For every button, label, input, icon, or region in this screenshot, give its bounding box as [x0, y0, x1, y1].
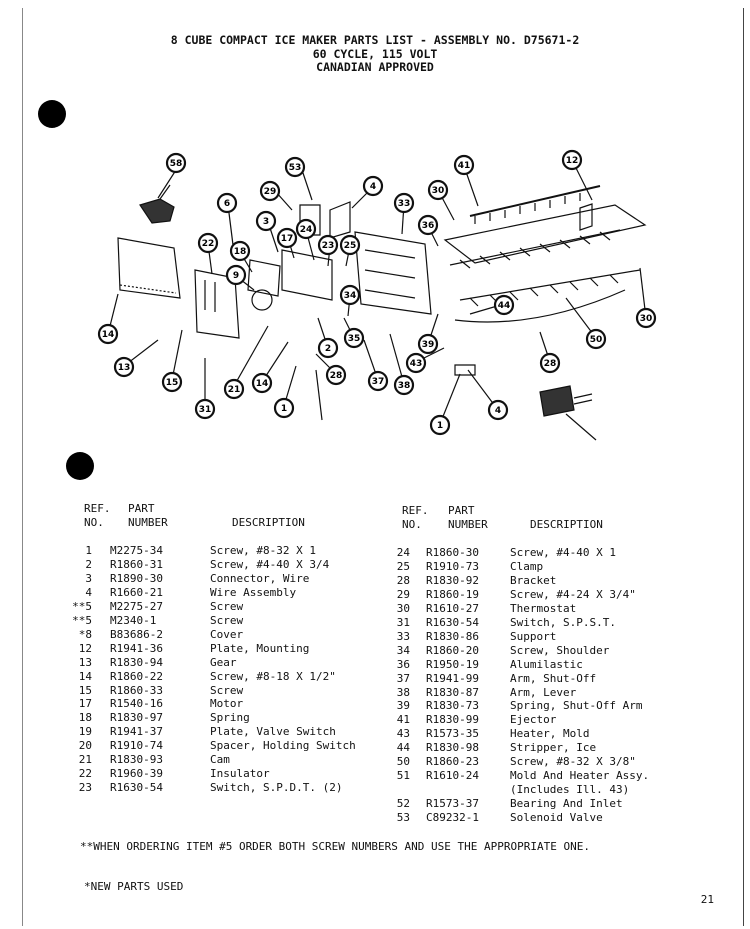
callout-2 [319, 339, 337, 357]
parts-part-cell: R1610-27 [426, 601, 479, 615]
parts-part-cell: R1830-87 [426, 685, 479, 699]
parts-row [64, 725, 400, 739]
callout-label: 23 [321, 241, 335, 252]
parts-ref-cell: 4 [85, 585, 92, 599]
callout-label: 2 [324, 344, 332, 355]
parts-part-cell: R1860-22 [110, 669, 163, 683]
callout-label: 12 [565, 156, 579, 167]
callout-35 [345, 329, 363, 347]
callout-43 [407, 354, 425, 372]
callout-label: 37 [371, 377, 385, 388]
parts-part-cell: M2275-27 [110, 599, 163, 613]
callout-28 [327, 366, 345, 384]
parts-desc-cell: Clamp [510, 559, 544, 573]
parts-desc-cell: Switch, S.P.D.T. (2) [210, 781, 343, 795]
parts-ref-cell: 29 [396, 587, 410, 601]
parts-table-left [64, 544, 400, 795]
parts-ref-cell: 43 [396, 727, 410, 741]
parts-part-cell: R1950-19 [426, 657, 479, 671]
parts-part-cell: R1941-99 [426, 671, 479, 685]
callout-label: 4 [494, 406, 502, 417]
parts-part-cell: R1830-98 [426, 741, 479, 755]
callout-30 [429, 181, 447, 199]
parts-row [382, 727, 720, 741]
parts-part-cell: R1630-54 [110, 781, 163, 795]
parts-part-cell [412, 783, 510, 797]
callout-1 [275, 399, 293, 417]
parts-desc-cell: Motor [210, 697, 244, 711]
callout-label: 58 [169, 159, 183, 170]
parts-row [64, 600, 400, 614]
callout-23 [319, 236, 337, 254]
parts-desc-cell: Gear [210, 655, 237, 669]
parts-ref-cell: 53 [396, 811, 410, 825]
parts-ref-cell: 23 [78, 781, 92, 795]
parts-part-cell: R1830-97 [110, 711, 163, 725]
callout-13 [115, 358, 133, 376]
right-ref-heading: REF. NO. [402, 504, 429, 531]
callout-44 [495, 296, 513, 314]
parts-ref-cell: 18 [78, 711, 92, 725]
callout-24 [297, 220, 315, 238]
parts-row [64, 614, 400, 628]
parts-row [64, 642, 400, 656]
parts-part-cell: R1830-92 [426, 573, 479, 587]
right-desc-heading: DESCRIPTION [530, 518, 603, 531]
parts-desc-cell: Heater, Mold [510, 727, 590, 741]
parts-desc-cell: Stripper, Ice [510, 741, 597, 755]
callout-label: 3 [262, 217, 270, 228]
callout-41 [455, 156, 473, 174]
callout-25 [341, 236, 359, 254]
parts-row [382, 672, 720, 686]
parts-row [64, 697, 400, 711]
parts-desc-cell: Screw, #4-40 X 3/4 [210, 557, 330, 571]
callout-28 [541, 354, 559, 372]
parts-part-cell: R1860-19 [426, 587, 479, 601]
parts-desc-cell: (Includes Ill. 43) [510, 783, 630, 797]
parts-part-cell: R1830-93 [110, 753, 163, 767]
ordering-footnote: **WHEN ORDERING ITEM #5 ORDER BOTH SCREW NUMBERS AND USE THE APPROPRIATE ONE. [80, 840, 590, 853]
callout-label: 4 [369, 182, 377, 193]
parts-row [64, 544, 400, 558]
parts-part-cell: R1890-30 [110, 571, 163, 585]
parts-part-cell: R1830-99 [426, 713, 479, 727]
callout-label: 1 [436, 421, 444, 432]
parts-ref-cell: 12 [78, 641, 92, 655]
callout-39 [419, 335, 437, 353]
callout-53 [286, 158, 304, 176]
callout-label: 9 [232, 271, 240, 282]
callout-label: 43 [409, 359, 423, 370]
parts-part-cell: R1660-21 [110, 585, 163, 599]
callout-label: 39 [421, 340, 435, 351]
parts-row [382, 658, 720, 672]
parts-row [382, 546, 720, 560]
parts-row [382, 616, 720, 630]
parts-desc-cell: Bearing And Inlet [510, 797, 623, 811]
callout-label: 35 [347, 334, 361, 345]
parts-part-cell: R1910-73 [426, 559, 479, 573]
parts-row [64, 684, 400, 698]
parts-ref-cell: *8 [78, 627, 92, 641]
parts-row [382, 783, 720, 797]
parts-row [382, 574, 720, 588]
parts-part-cell: R1573-37 [426, 797, 479, 811]
parts-desc-cell: Screw, #8-32 X 1 [210, 544, 316, 557]
callout-29 [261, 182, 279, 200]
parts-desc-cell: Screw, #8-18 X 1/2" [210, 669, 336, 683]
callout-label: 29 [263, 187, 277, 198]
parts-ref-cell: 1 [85, 544, 92, 557]
parts-ref-cell: 37 [396, 671, 410, 685]
parts-desc-cell: Screw [210, 613, 244, 627]
parts-row [64, 711, 400, 725]
parts-ref-cell: 50 [396, 755, 410, 769]
callout-4 [489, 401, 507, 419]
callout-label: 14 [101, 330, 115, 341]
parts-ref-cell: 39 [396, 699, 410, 713]
parts-part-cell: R1830-86 [426, 629, 479, 643]
left-ref-heading: REF. NO. [84, 502, 111, 529]
parts-ref-cell: 36 [396, 657, 410, 671]
callout-36 [419, 216, 437, 234]
parts-part-cell: R1860-30 [426, 546, 479, 559]
left-part-heading: PART NUMBER [128, 502, 168, 529]
parts-desc-cell: Spacer, Holding Switch [210, 739, 356, 753]
parts-desc-cell: Screw, #8-32 X 3/8" [510, 755, 636, 769]
parts-part-cell: R1860-20 [426, 643, 479, 657]
parts-desc-cell: Screw, Shoulder [510, 643, 610, 657]
callout-label: 21 [227, 385, 241, 396]
parts-desc-cell: Solenoid Valve [510, 811, 603, 825]
parts-row [382, 602, 720, 616]
callout-58 [167, 154, 185, 172]
parts-desc-cell: Alumilastic [510, 657, 583, 671]
parts-ref-cell: 41 [396, 713, 410, 727]
parts-desc-cell: Connector, Wire [210, 571, 310, 585]
parts-part-cell: C89232-1 [426, 811, 479, 825]
parts-ref-cell: 24 [396, 546, 410, 559]
parts-desc-cell: Cover [210, 627, 244, 641]
parts-desc-cell: Support [510, 629, 557, 643]
parts-ref-cell: 51 [396, 769, 410, 783]
callout-38 [395, 376, 413, 394]
callout-label: 24 [299, 225, 313, 236]
callout-label: 6 [223, 199, 231, 210]
callout-label: 15 [165, 378, 179, 389]
parts-part-cell: R1941-37 [110, 725, 163, 739]
parts-ref-cell: 30 [396, 601, 410, 615]
callout-17 [278, 229, 296, 247]
parts-desc-cell: Plate, Valve Switch [210, 725, 336, 739]
parts-ref-cell: 21 [78, 753, 92, 767]
parts-row [382, 644, 720, 658]
parts-row [64, 656, 400, 670]
parts-row [382, 630, 720, 644]
parts-desc-cell: Insulator [210, 767, 270, 781]
parts-part-cell: R1910-74 [110, 739, 163, 753]
parts-row [382, 769, 720, 783]
parts-row [64, 753, 400, 767]
parts-row [382, 686, 720, 700]
new-parts-footnote: *NEW PARTS USED [84, 880, 184, 893]
callout-label: 31 [198, 405, 212, 416]
callout-label: 28 [543, 359, 557, 370]
header-approval: CANADIAN APPROVED [316, 60, 434, 74]
callout-label: 44 [497, 301, 511, 312]
callout-33 [395, 194, 413, 212]
parts-row [64, 572, 400, 586]
callout-label: 41 [457, 161, 471, 172]
callout-3 [257, 212, 275, 230]
callout-12 [563, 151, 581, 169]
parts-part-cell: B83686-2 [110, 627, 163, 641]
parts-row [382, 755, 720, 769]
callout-label: 14 [255, 379, 269, 390]
parts-ref-cell: 52 [396, 797, 410, 811]
parts-row [382, 588, 720, 602]
callout-14 [99, 325, 117, 343]
parts-row [382, 699, 720, 713]
parts-ref-cell [382, 783, 412, 797]
parts-row [64, 767, 400, 781]
callout-label: 1 [280, 404, 288, 415]
page-number: 21 [700, 893, 714, 906]
parts-desc-cell: Arm, Shut-Off [510, 671, 597, 685]
parts-row [382, 560, 720, 574]
parts-ref-cell: 44 [396, 741, 410, 755]
callout-4 [364, 177, 382, 195]
parts-part-cell: R1830-94 [110, 655, 163, 669]
callout-18 [231, 242, 249, 260]
callout-label: 53 [288, 163, 302, 174]
parts-row [382, 811, 720, 825]
parts-desc-cell: Screw [210, 683, 244, 697]
parts-row [64, 670, 400, 684]
parts-desc-cell: Ejector [510, 713, 557, 727]
callout-label: 33 [397, 199, 411, 210]
parts-desc-cell: Cam [210, 753, 230, 767]
left-desc-heading: DESCRIPTION [232, 516, 305, 529]
callout-label: 38 [397, 381, 411, 392]
parts-desc-cell: Bracket [510, 573, 557, 587]
parts-ref-cell: **5 [72, 599, 92, 613]
right-part-heading: PART NUMBER [448, 504, 488, 531]
callout-30 [637, 309, 655, 327]
parts-row [64, 628, 400, 642]
callout-label: 30 [639, 314, 653, 325]
parts-desc-cell: Screw, #4-40 X 1 [510, 546, 616, 559]
callout-label: 34 [343, 291, 357, 302]
callout-label: 50 [589, 335, 603, 346]
callout-22 [199, 234, 217, 252]
callout-9 [227, 266, 245, 284]
parts-part-cell: R1830-73 [426, 699, 479, 713]
callout-37 [369, 372, 387, 390]
parts-ref-cell: 22 [78, 767, 92, 781]
parts-ref-cell: 31 [396, 615, 410, 629]
parts-desc-cell: Arm, Lever [510, 685, 577, 699]
parts-ref-cell: 13 [78, 655, 92, 669]
parts-desc-cell: Screw [210, 599, 244, 613]
callout-6 [218, 194, 236, 212]
callout-label: 17 [280, 234, 294, 245]
parts-row [382, 797, 720, 811]
parts-part-cell: R1540-16 [110, 697, 163, 711]
callout-21 [225, 380, 243, 398]
parts-row [64, 781, 400, 795]
parts-desc-cell: Spring, Shut-Off Arm [510, 699, 643, 713]
callout-15 [163, 373, 181, 391]
parts-part-cell: R1941-36 [110, 641, 163, 655]
parts-ref-cell: 34 [396, 643, 410, 657]
parts-row [382, 741, 720, 755]
parts-part-cell: M2275-34 [110, 544, 163, 557]
parts-row [64, 739, 400, 753]
parts-part-cell: M2340-1 [110, 613, 157, 627]
callout-31 [196, 400, 214, 418]
callout-label: 13 [117, 363, 131, 374]
parts-ref-cell: 14 [78, 669, 92, 683]
callout-34 [341, 286, 359, 304]
parts-ref-cell: 3 [85, 571, 92, 585]
parts-part-cell: R1860-23 [426, 755, 479, 769]
parts-part-cell: R1573-35 [426, 727, 479, 741]
parts-desc-cell: Thermostat [510, 601, 577, 615]
header-title: 8 CUBE COMPACT ICE MAKER PARTS LIST - ASSEMBLY NO. D75671-2 [170, 33, 580, 47]
parts-row [64, 586, 400, 600]
callout-label: 25 [343, 241, 357, 252]
callout-label: 30 [431, 186, 445, 197]
parts-part-cell: R1960-39 [110, 767, 163, 781]
parts-row [382, 713, 720, 727]
parts-row [64, 558, 400, 572]
parts-ref-cell: 15 [78, 683, 92, 697]
parts-ref-cell: 19 [78, 725, 92, 739]
callout-label: 22 [201, 239, 215, 250]
parts-desc-cell: Switch, S.P.S.T. [510, 615, 616, 629]
parts-ref-cell: **5 [72, 613, 92, 627]
parts-part-cell: R1860-31 [110, 557, 163, 571]
parts-ref-cell: 17 [78, 697, 92, 711]
parts-ref-cell: 25 [396, 559, 410, 573]
callout-14 [253, 374, 271, 392]
parts-ref-cell: 28 [396, 573, 410, 587]
callout-label: 28 [329, 371, 343, 382]
parts-ref-cell: 20 [78, 739, 92, 753]
parts-desc-cell: Mold And Heater Assy. [510, 769, 650, 783]
parts-part-cell: R1630-54 [426, 615, 479, 629]
header-voltage: 60 CYCLE, 115 VOLT [312, 46, 438, 61]
callout-label: 18 [233, 247, 247, 258]
callout-label: 36 [421, 221, 435, 232]
parts-part-cell: R1610-24 [426, 769, 479, 783]
parts-ref-cell: 33 [396, 629, 410, 643]
parts-desc-cell: Screw, #4-24 X 3/4" [510, 587, 636, 601]
parts-desc-cell: Plate, Mounting [210, 641, 310, 655]
parts-table-right [382, 546, 720, 825]
parts-desc-cell: Wire Assembly [210, 585, 297, 599]
parts-part-cell: R1860-33 [110, 683, 163, 697]
parts-ref-cell: 2 [85, 557, 92, 571]
callout-1 [431, 416, 449, 434]
callout-50 [587, 330, 605, 348]
parts-desc-cell: Spring [210, 711, 250, 725]
parts-ref-cell: 38 [396, 685, 410, 699]
